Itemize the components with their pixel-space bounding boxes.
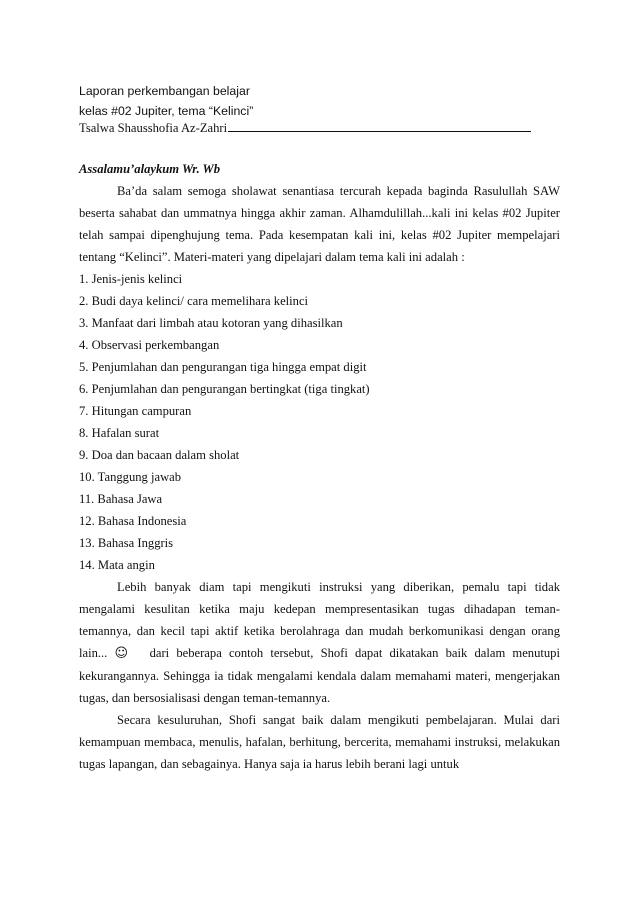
- list-item: 8. Hafalan surat: [79, 426, 160, 440]
- list-item: 3. Manfaat dari limbah atau kotoran yang dihasilkan: [79, 316, 343, 330]
- report-body: [79, 158, 560, 775]
- list-item: 13. Bahasa Inggris: [79, 536, 174, 550]
- intro-paragraph: Ba’da salam semoga sholawat senantiasa tercurah kepada baginda Rasulullah SAW beserta sahabat dan ummatnya hingga akhir zaman. Alhamdulillah...kali ini kelas #02 Jupiter telah sampai dipenghujung tema. Pada kesempatan kali ini, kelas #02 Jupiter mempelajari tentang “Kelinci”. Materi-materi yang dipelajari dalam tema kali ini adalah :: [79, 184, 560, 264]
- report-title: Laporan perkembangan belajar: [79, 84, 250, 98]
- class-theme-line: kelas #02 Jupiter, tema “Kelinci”: [79, 104, 254, 118]
- name-underline: [228, 120, 531, 132]
- list-item: 2. Budi daya kelinci/ cara memelihara kelinci: [79, 294, 309, 308]
- list-item: 14. Mata angin: [79, 558, 155, 572]
- behavior-paragraph: [79, 576, 560, 709]
- list-item: 7. Hitungan campuran: [79, 404, 192, 418]
- list-item: 6. Penjumlahan dan pengurangan bertingkat (tiga tingkat): [79, 382, 370, 396]
- report-header: [79, 83, 559, 136]
- list-item: 5. Penjumlahan dan pengurangan tiga hingga empat digit: [79, 360, 367, 374]
- list-item: 1. Jenis-jenis kelinci: [79, 272, 183, 286]
- list-item: 9. Doa dan bacaan dalam sholat: [79, 448, 240, 462]
- list-item: 11. Bahasa Jawa: [79, 492, 163, 506]
- list-item: 12. Bahasa Indonesia: [79, 514, 187, 528]
- list-item: 10. Tanggung jawab: [79, 470, 182, 484]
- materials-list: [79, 268, 560, 576]
- summary-paragraph: Secara kesuluruhan, Shofi sangat baik dalam mengikuti pembelajaran. Mulai dari kemampuan membaca, menulis, hafalan, berhitung, bercerita, memahami instruksi, melakukan tugas lapangan, dan sebagainya. Hanya saja ia harus lebih berani lagi untuk: [79, 713, 560, 771]
- student-name-line: [79, 120, 559, 136]
- smiley-icon: ☺: [114, 646, 129, 661]
- behavior-text-start: Lebih banyak diam tapi mengikuti instruksi yang diberikan, pemalu tapi tidak mengalami kesulitan ketika maju kedepan mempresentasikan tugas dihadapan teman-temannya, dan kecil tapi aktif ketika berolahraga dan mudah berkomunikasi dengan orang lain...: [79, 580, 560, 660]
- behavior-text-end: dari beberapa contoh tersebut, Shofi dapat dikatakan baik dalam menutupi kekurangannya. Sehingga ia tidak mengalami kendala dalam memahami materi, mengerjakan tugas, dan bersosialisasi dengan teman-temannya.: [79, 646, 560, 705]
- greeting: Assalamu’alaykum Wr. Wb: [79, 162, 221, 176]
- student-name: Tsalwa Shausshofia Az-Zahri: [79, 121, 228, 135]
- list-item: 4. Observasi perkembangan: [79, 338, 220, 352]
